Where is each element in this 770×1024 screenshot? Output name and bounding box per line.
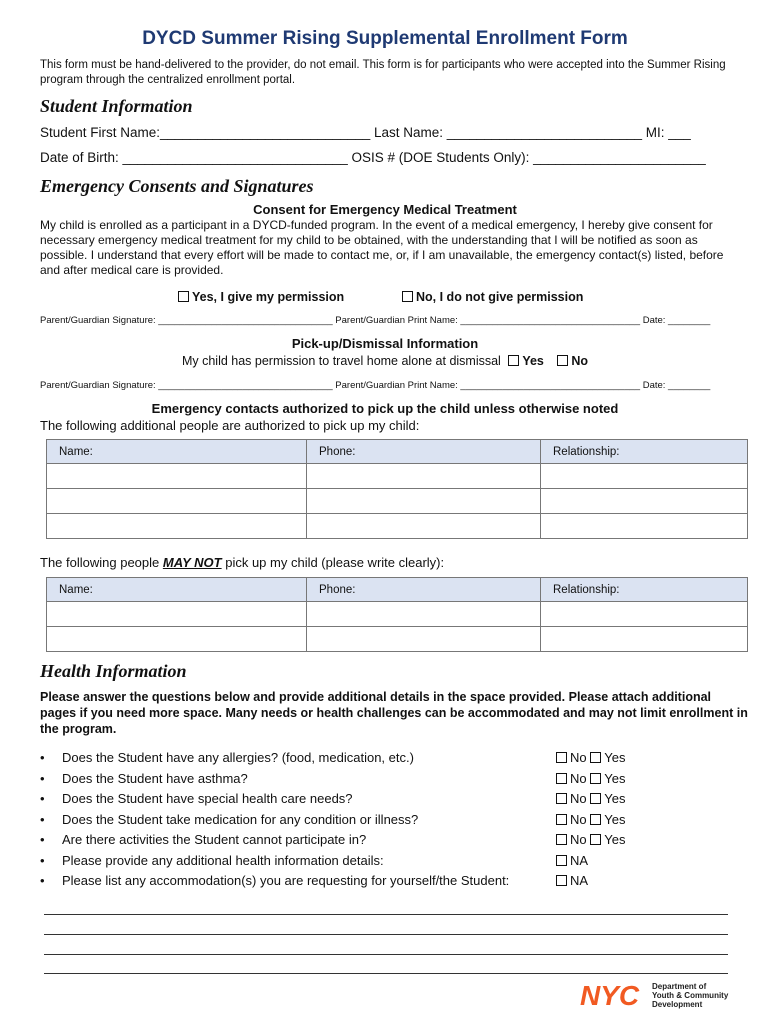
medical-consent-heading: Consent for Emergency Medical Treatment (253, 202, 517, 217)
option-2[interactable] (590, 791, 625, 806)
question-answer-options (556, 812, 625, 827)
health-question (40, 812, 418, 827)
checkbox-icon[interactable] (556, 855, 567, 866)
checkbox-icon[interactable] (556, 773, 567, 784)
not-allowed-pickup-table (46, 577, 748, 652)
checkbox-icon[interactable] (556, 834, 567, 845)
medical-no-label: No, I do not give permission (416, 290, 584, 304)
checkbox-icon[interactable] (556, 752, 567, 763)
health-question (40, 853, 384, 868)
option-2-label: Yes (604, 791, 626, 806)
relationship-cell[interactable] (541, 514, 748, 539)
nyc-logo-mark (580, 980, 650, 1008)
health-intro-text: Please answer the questions below and provide additional details in the space provided. Please attach additional pages if you need more space. Many needs or health challenges can be accommodated and may not limit enrollment in the program. (40, 690, 748, 736)
table-row (47, 602, 748, 627)
health-question (40, 832, 366, 847)
question-text: Are there activities the Student cannot participate in? (62, 832, 367, 847)
medical-yes-label: Yes, I give my permission (192, 290, 345, 304)
health-question (40, 771, 248, 786)
contacts-heading: Emergency contacts authorized to pick up the child unless otherwise noted (151, 401, 619, 416)
bullet: • (40, 873, 45, 888)
table-header-row (47, 578, 748, 602)
consents-heading: Emergency Consents and Signatures (40, 176, 314, 196)
option-1[interactable] (556, 853, 588, 868)
question-text: Does the Student have any allergies? (food, medication, etc.) (62, 750, 414, 765)
checkbox-icon[interactable] (402, 291, 413, 302)
bullet: • (40, 770, 45, 786)
dycd-line1: Department of (652, 982, 707, 991)
dycd-name (652, 982, 728, 1009)
col-relationship-header: Relationship: (541, 440, 748, 464)
question-text: Does the Student have asthma? (62, 770, 248, 786)
answer-line[interactable] (44, 914, 728, 915)
checkbox-icon[interactable] (508, 355, 519, 366)
name-cell[interactable] (47, 514, 307, 539)
answer-line[interactable] (44, 934, 728, 935)
question-answer-options (556, 873, 588, 888)
student-info-heading: Student Information (40, 96, 193, 116)
pickup-yes-label: Yes (522, 354, 544, 368)
table-header-row (47, 440, 748, 464)
answer-line[interactable] (44, 954, 728, 955)
bullet: • (40, 750, 45, 765)
question-answer-options (556, 750, 625, 765)
checkbox-icon[interactable] (557, 355, 568, 366)
option-2[interactable] (590, 812, 625, 827)
question-text: Please provide any additional health information details: (62, 852, 384, 868)
relationship-cell[interactable] (541, 602, 748, 627)
table-row (47, 489, 748, 514)
phone-cell[interactable] (307, 602, 541, 627)
table-row (47, 627, 748, 652)
option-2[interactable] (590, 750, 625, 765)
option-2-label: Yes (604, 811, 626, 827)
question-answer-options (556, 832, 625, 847)
question-text: Does the Student take medication for any condition or illness? (62, 811, 419, 827)
medical-consent-text: My child is enrolled as a participant in a DYCD-funded program. In the event of a medical emergency, I hereby give consent for necessary emergency medical treatment for my child to be obtained, with the understanding that I will be notified as soon as possible. I understand that every effort will be made to contact me, or, if I am unavailable, the emergency contact(s) listed, before and after medical care is provided. (40, 218, 724, 277)
form-title: DYCD Summer Rising Supplemental Enrollment Form (142, 28, 628, 49)
name-cell[interactable] (47, 627, 307, 652)
bullet: • (40, 811, 45, 827)
option-1[interactable] (556, 832, 587, 847)
option-2-label: Yes (604, 750, 626, 765)
dob-osis-line[interactable]: Date of Birth: ______________________________ OSIS # (DOE Students Only): _______________________ (40, 150, 706, 165)
checkbox-icon[interactable] (556, 814, 567, 825)
checkbox-icon[interactable] (590, 793, 601, 804)
option-1[interactable] (556, 771, 587, 786)
option-1-label: NA (570, 873, 589, 888)
option-1-label: No (570, 811, 587, 827)
checkbox-icon[interactable] (590, 834, 601, 845)
health-heading: Health Information (40, 661, 187, 681)
dycd-line3: Development (652, 1000, 703, 1009)
option-2-label: Yes (604, 770, 626, 786)
health-question (40, 750, 414, 765)
pickup-no-option[interactable] (557, 354, 588, 368)
bullet: • (40, 832, 45, 847)
question-answer-options (556, 791, 625, 806)
health-question (40, 791, 353, 806)
intro-text: This form must be hand-delivered to the provider, do not email. This form is for participants who were accepted into the Summer Rising program through the centralized enrollment portal. (40, 59, 726, 86)
question-text: Please list any accommodation(s) you are requesting for yourself/the Student: (62, 873, 510, 888)
checkbox-icon[interactable] (556, 793, 567, 804)
relationship-cell[interactable] (541, 489, 748, 514)
student-name-line[interactable]: Student First Name:____________________________ Last Name: __________________________ MI: ___ (40, 125, 691, 140)
answer-line[interactable] (44, 973, 728, 974)
question-answer-options (556, 771, 625, 786)
checkbox-icon[interactable] (590, 773, 601, 784)
pickup-row (0, 354, 770, 368)
phone-cell[interactable] (307, 627, 541, 652)
dycd-line2: Youth & Community (652, 991, 729, 1000)
table-row (47, 464, 748, 489)
signature-line-1[interactable]: Parent/Guardian Signature: _________________________________ Parent/Guardian Print Name: __________________________________ Date: ________ (40, 315, 711, 326)
option-1[interactable] (556, 812, 587, 827)
nyc-logo (580, 980, 650, 1013)
question-answer-options (556, 853, 588, 868)
pickup-heading: Pick-up/Dismissal Information (291, 336, 479, 351)
checkbox-icon[interactable] (178, 291, 189, 302)
question-text: Does the Student have special health care needs? (62, 791, 353, 806)
col-phone-header: Phone: (307, 578, 541, 602)
name-cell[interactable] (47, 464, 307, 489)
name-cell[interactable] (47, 602, 307, 627)
col-relationship-header: Relationship: (541, 578, 748, 602)
phone-cell[interactable] (307, 464, 541, 489)
not-allowed-pickup-text (40, 555, 444, 570)
not-allowed-post: pick up my child (please write clearly): (221, 555, 445, 570)
option-1-label: No (570, 750, 587, 765)
pickup-yes-option[interactable] (508, 354, 544, 368)
health-question (40, 873, 509, 888)
option-1[interactable] (556, 873, 588, 888)
col-phone-header: Phone: (307, 440, 541, 464)
option-1-label: No (570, 832, 587, 847)
signature-line-2[interactable]: Parent/Guardian Signature: _________________________________ Parent/Guardian Print Name: __________________________________ Date: ________ (40, 380, 711, 391)
pickup-text: My child has permission to travel home alone at dismissal (181, 354, 501, 368)
allowed-pickup-text: The following additional people are authorized to pick up my child: (40, 418, 420, 433)
checkbox-icon[interactable] (590, 752, 601, 763)
option-2[interactable] (590, 771, 625, 786)
phone-cell[interactable] (307, 514, 541, 539)
name-cell[interactable] (47, 489, 307, 514)
option-2-label: Yes (604, 832, 626, 847)
pickup-no-label: No (571, 354, 589, 368)
option-1[interactable] (556, 750, 587, 765)
medical-yes-option[interactable] (178, 290, 344, 304)
allowed-pickup-table (46, 439, 748, 539)
may-not-emphasis: MAY NOT (162, 555, 222, 570)
medical-no-option[interactable] (402, 290, 583, 304)
table-row (47, 514, 748, 539)
bullet: • (40, 852, 45, 868)
bullet: • (40, 791, 45, 806)
col-name-header: Name: (47, 578, 307, 602)
option-1-label: NA (570, 852, 589, 868)
option-1[interactable] (556, 791, 587, 806)
option-1-label: No (570, 791, 587, 806)
nyc-logo-text: NYC (580, 980, 640, 1008)
checkbox-icon[interactable] (556, 875, 567, 886)
col-name-header: Name: (47, 440, 307, 464)
phone-cell[interactable] (307, 489, 541, 514)
not-allowed-pre: The following people (40, 555, 163, 570)
checkbox-icon[interactable] (590, 814, 601, 825)
option-2[interactable] (590, 832, 625, 847)
option-1-label: No (570, 770, 587, 786)
relationship-cell[interactable] (541, 464, 748, 489)
relationship-cell[interactable] (541, 627, 748, 652)
